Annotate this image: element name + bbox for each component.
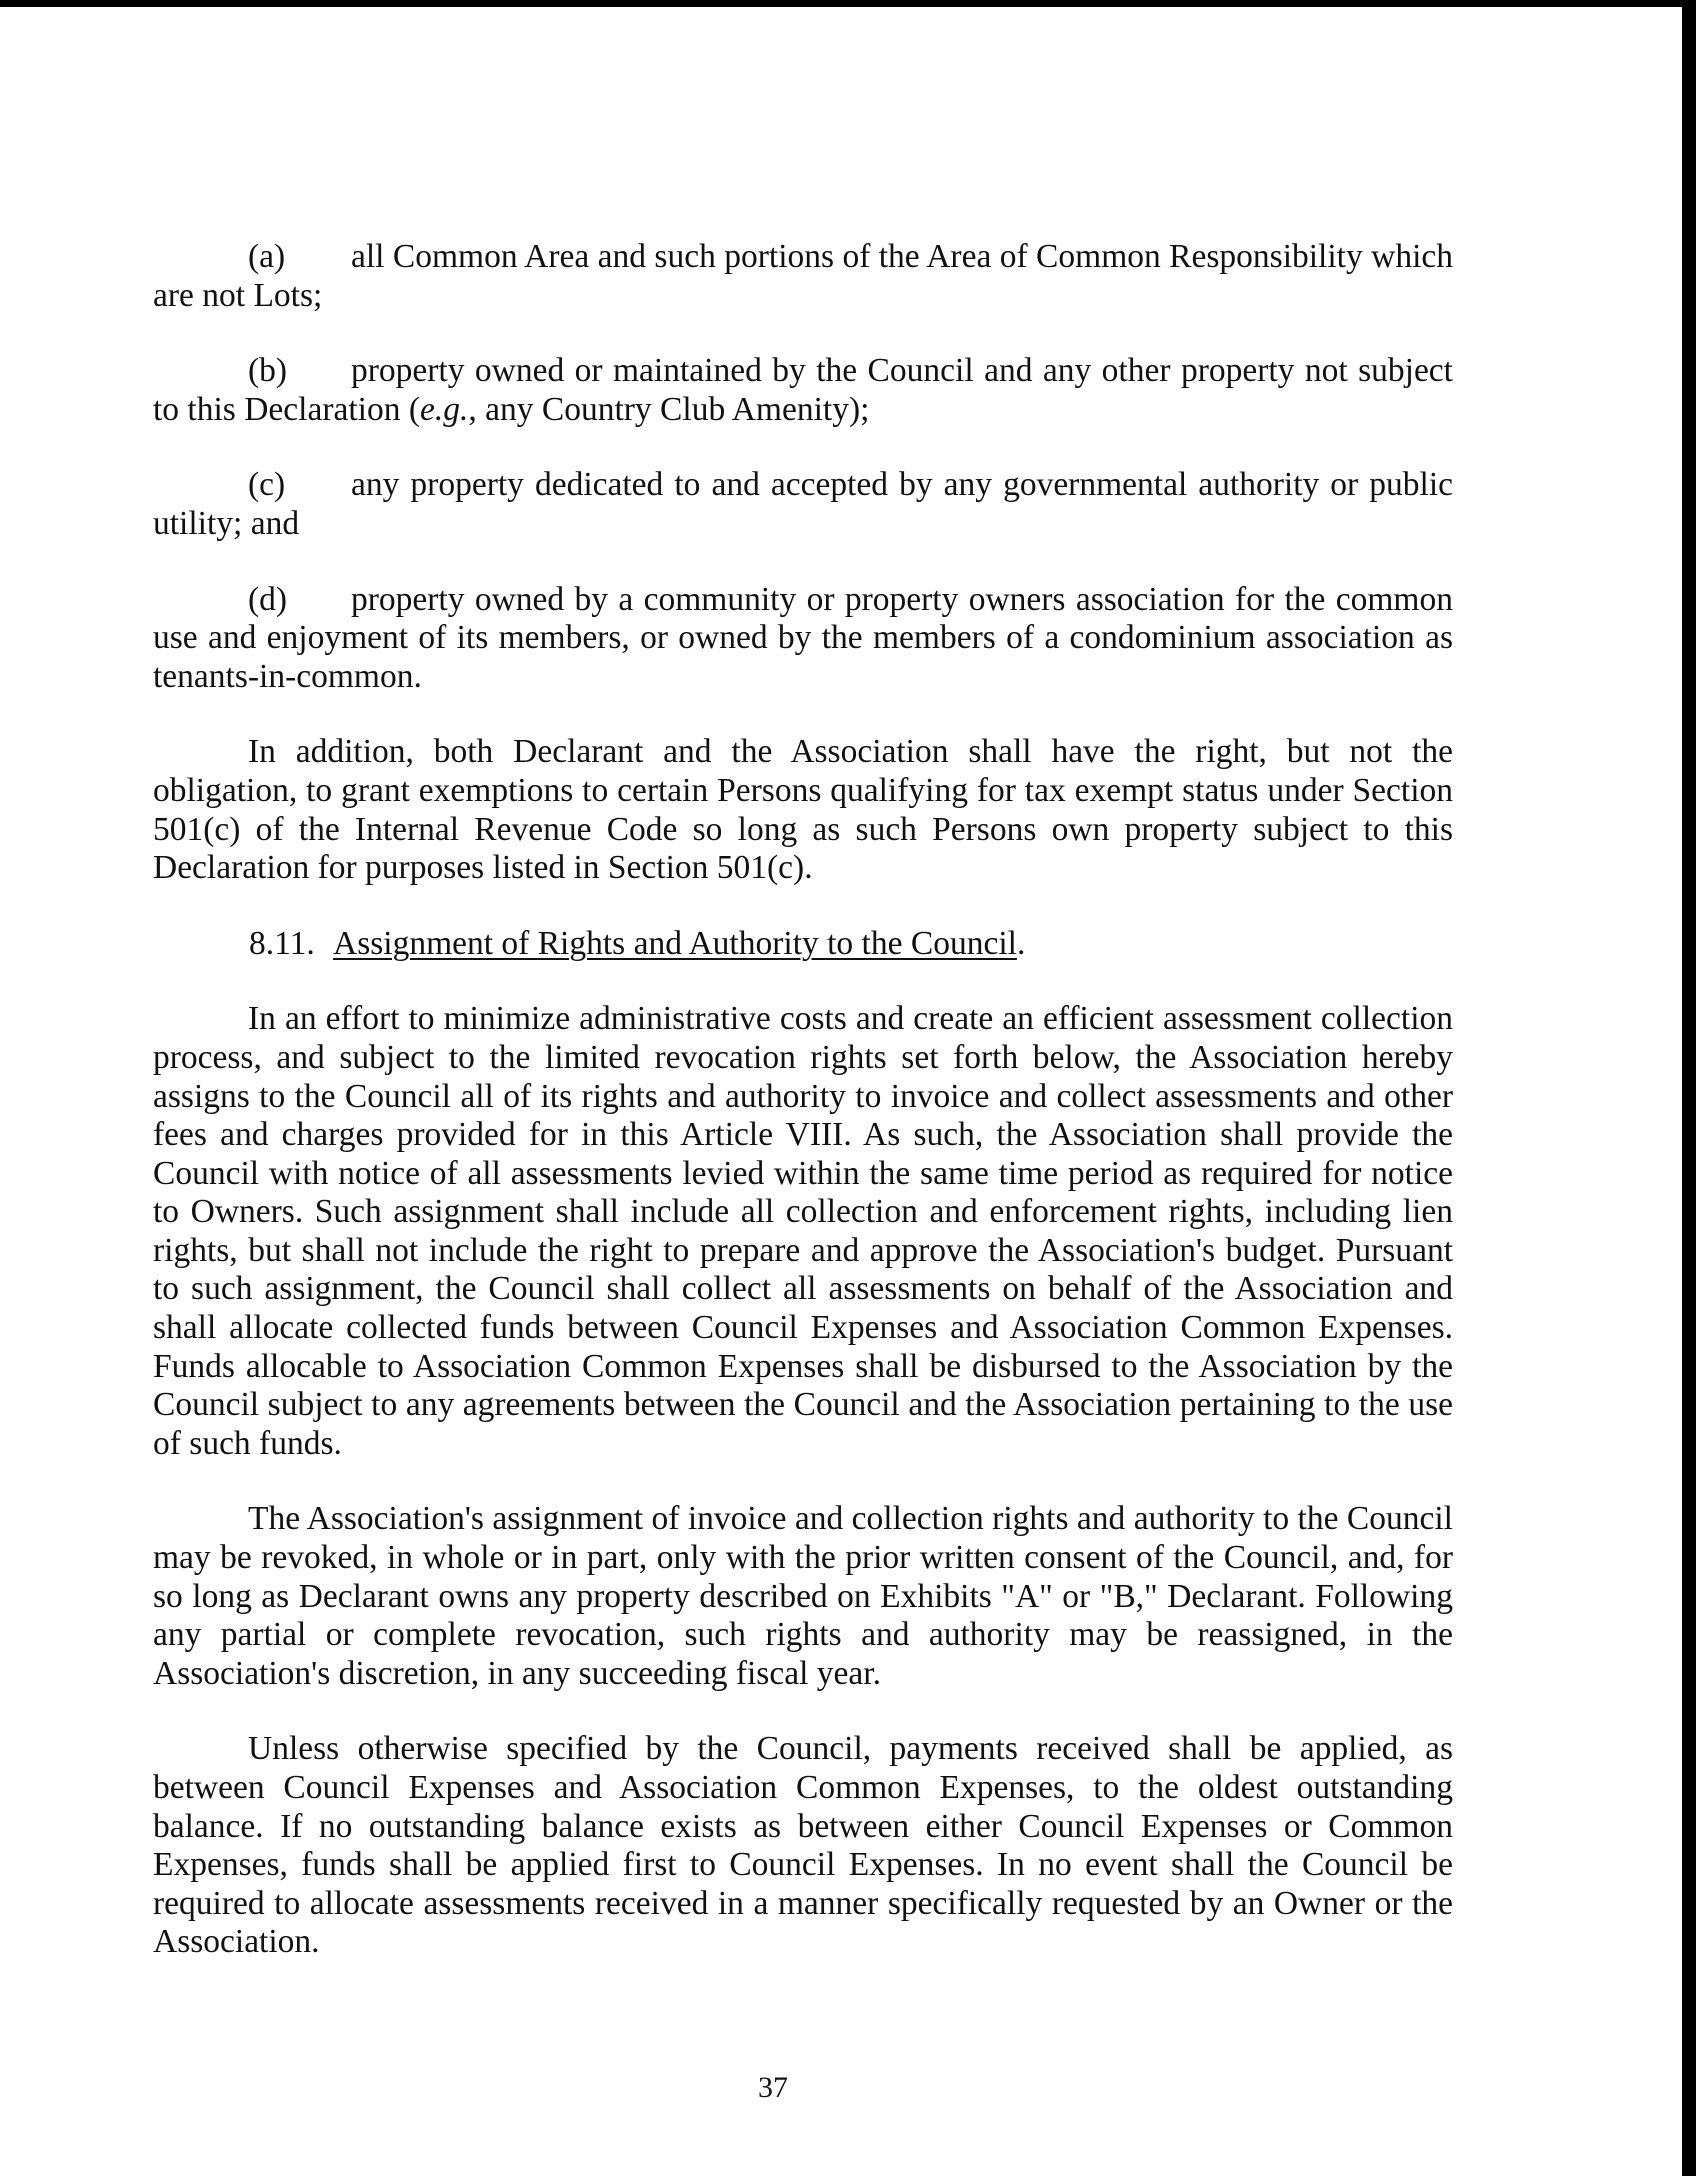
scan-border-right (1682, 0, 1696, 2176)
item-text-end: , any Country Club Amenity); (468, 390, 870, 428)
item-marker: (b) (248, 352, 288, 390)
document-page (153, 238, 1453, 1999)
list-item-a (153, 238, 1453, 315)
page-number: 37 (758, 2071, 788, 2104)
item-text: property owned by a community or property owners association for the common use and enjoyment of its members, or owned by the members of a condominium association as tenants-in-common. (153, 580, 1453, 695)
payment-application-paragraph: Unless otherwise specified by the Council, payments received shall be applied, as between Council Expenses and Association Common Expenses, to the oldest outstanding balance. If no outstanding balance exists as between either Council Expenses or Common Expenses, funds shall be applied first to Council Expenses. In no event shall the Council be required to allocate assessments received in a manner specifically requested by an Owner or the Association. (153, 1730, 1453, 1961)
item-text: property owned or maintained by the Council and any other property not subject to this Declaration ( (153, 352, 1453, 428)
exemption-paragraph: In addition, both Declarant and the Association shall have the right, but not the obligation, to grant exemptions to certain Persons qualifying for tax exempt status under Section 501(c) of the Internal Revenue Code so long as such Persons own property subject to this Declaration for purposes listed in Section 501(c). (153, 733, 1453, 887)
assignment-paragraph: In an effort to minimize administrative costs and create an efficient assessment collection process, and subject to the limited revocation rights set forth below, the Association hereby assigns to the Council all of its rights and authority to invoice and collect assessments and other fees and charges provided for in this Article VIII. As such, the Association shall provide the Council with notice of all assessments levied within the same time period as required for notice to Owners. Such assignment shall include all collection and enforcement rights, including lien rights, but shall not include the right to prepare and approve the Association's budget. Pursuant to such assignment, the Council shall collect all assessments on behalf of the Association and shall allocate collected funds between Council Expenses and Association Common Expenses. Funds allocable to Association Common Expenses shall be disbursed to the Association by the Council subject to any agreements between the Council and the Association pertaining to the use of such funds. (153, 1000, 1453, 1462)
item-marker: (c) (248, 466, 286, 504)
list-item-d (153, 581, 1453, 697)
item-marker: (d) (248, 580, 288, 618)
section-title: Assignment of Rights and Authority to the Council (333, 924, 1017, 962)
item-marker: (a) (248, 238, 286, 275)
item-text: all Common Area and such portions of the Area of Common Responsibility which are not Lots; (153, 238, 1453, 314)
list-item-c (153, 466, 1453, 543)
revocation-paragraph: The Association's assignment of invoice and collection rights and authority to the Council may be revoked, in whole or in part, only with the prior written consent of the Council, and, for so long as Declarant owns any property described on Exhibits "A" or "B," Declarant. Following any partial or complete revocation, such rights and authority may be reassigned, in the Association's discretion, in any succeeding fiscal year. (153, 1500, 1453, 1692)
section-heading (153, 925, 1453, 964)
section-title-end: . (1016, 924, 1026, 962)
list-item-b (153, 352, 1453, 429)
section-number: 8.11. (249, 924, 315, 962)
item-text-italic: e.g. (420, 390, 469, 428)
item-text: any property dedicated to and accepted by any governmental authority or public utility; and (153, 466, 1453, 542)
scan-border-top (0, 0, 1696, 7)
